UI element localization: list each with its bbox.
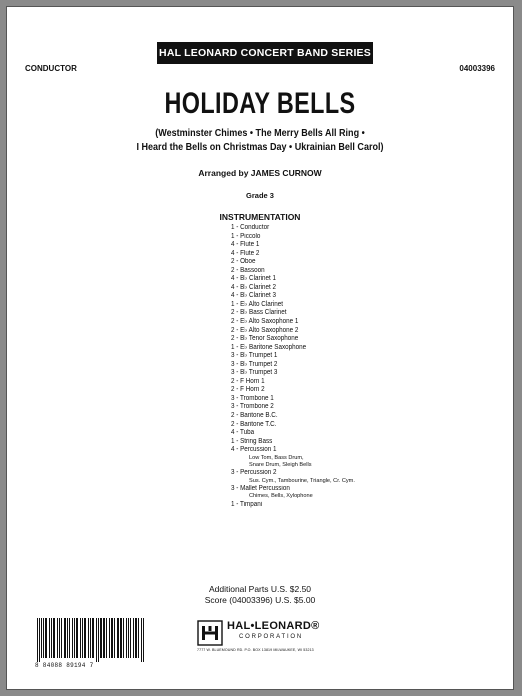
- instrumentation-list: [231, 224, 431, 509]
- instrument-item: 2 - F Horn 1: [231, 377, 265, 385]
- instrument-item: 3 - Trombone 2: [231, 403, 274, 411]
- instrument-item: 1 - Conductor: [231, 224, 270, 231]
- instrument-item: 3 - B♭ Trumpet 2: [231, 360, 278, 368]
- instrument-item: 4 - B♭ Clarinet 1: [231, 275, 276, 283]
- instrument-item: 1 - Timpani: [231, 500, 263, 508]
- arranger-credit: Arranged by JAMES CURNOW: [198, 168, 322, 178]
- additional-parts-price: Additional Parts U.S. $2.50: [208, 584, 312, 594]
- instrument-item: 1 - E♭ Baritone Saxophone: [231, 343, 307, 351]
- instrument-item: 2 - Bassoon: [231, 266, 265, 274]
- instrument-item: 2 - Baritone B.C.: [231, 412, 278, 420]
- page-title: HOLIDAY BELLS: [164, 87, 356, 120]
- instrument-item: 4 - Tuba: [231, 429, 255, 437]
- subtitle: [42, 126, 477, 154]
- instrument-item: 2 - Oboe: [231, 258, 256, 266]
- instrument-item: 4 - Percussion 1: [231, 446, 277, 454]
- series-banner: HAL LEONARD CONCERT BAND SERIES: [157, 42, 373, 64]
- grade-level: Grade 3: [246, 191, 274, 200]
- instrument-detail: Chimes, Bells, Xylophone: [249, 493, 313, 500]
- subtitle-line-1: (Westminster Chimes • The Merry Bells All Ring •: [155, 127, 365, 139]
- instrument-item: 2 - E♭ Alto Saxophone 2: [231, 326, 299, 334]
- instrument-item: 1 - String Bass: [231, 437, 273, 445]
- instrument-detail: Sus. Cym., Tambourine, Triangle, Cr. Cym.: [249, 477, 355, 484]
- instrument-item: 1 - E♭ Alto Clarinet: [231, 300, 284, 308]
- barcode-digits: 8 84088 89194 7: [35, 662, 94, 669]
- sheet-music-cover: [6, 6, 514, 690]
- instrument-item: 3 - B♭ Trumpet 3: [231, 369, 278, 377]
- instrument-item: 3 - Mallet Percussion: [231, 484, 290, 492]
- product-code: 04003396: [459, 64, 495, 73]
- instrument-item: 4 - Flute 1: [231, 241, 260, 249]
- publisher-name: HAL•LEONARD®: [227, 620, 320, 632]
- instrument-item: 1 - Piccolo: [231, 232, 261, 240]
- score-price: Score (04003396) U.S. $5.00: [204, 594, 316, 605]
- instrument-item: 2 - B♭ Bass Clarinet: [231, 309, 287, 317]
- publisher-address: 7777 W. BLUEMOUND RD. P.O. BOX 13819 MILWAUKEE, WI 53213: [197, 648, 314, 652]
- pricing-block: [7, 584, 513, 605]
- part-label: CONDUCTOR: [25, 64, 77, 73]
- instrument-item: 4 - B♭ Clarinet 3: [231, 292, 276, 300]
- publisher-corporation: CORPORATION: [239, 634, 304, 640]
- instrument-detail: Low Tom, Bass Drum,: [249, 454, 304, 461]
- barcode-icon: [35, 618, 147, 662]
- instrument-item: 4 - B♭ Clarinet 2: [231, 283, 276, 291]
- instrument-item: 2 - B♭ Tenor Saxophone: [231, 335, 299, 343]
- instrument-detail: Snare Drum, Sleigh Bells: [249, 461, 312, 468]
- instrument-item: 2 - Baritone T.C.: [231, 420, 277, 428]
- instrumentation-heading: INSTRUMENTATION: [219, 212, 301, 222]
- hal-leonard-logo-icon: [197, 620, 223, 646]
- instrument-item: 3 - Trombone 1: [231, 394, 274, 402]
- instrument-item: 2 - F Horn 2: [231, 386, 265, 394]
- subtitle-line-2: I Heard the Bells on Christmas Day • Ukrainian Bell Carol): [136, 141, 384, 153]
- instrument-item: 4 - Flute 2: [231, 249, 260, 257]
- instrument-item: 3 - B♭ Trumpet 1: [231, 352, 278, 360]
- instrument-item: 2 - E♭ Alto Saxophone 1: [231, 318, 299, 326]
- instrument-item: 3 - Percussion 2: [231, 469, 277, 477]
